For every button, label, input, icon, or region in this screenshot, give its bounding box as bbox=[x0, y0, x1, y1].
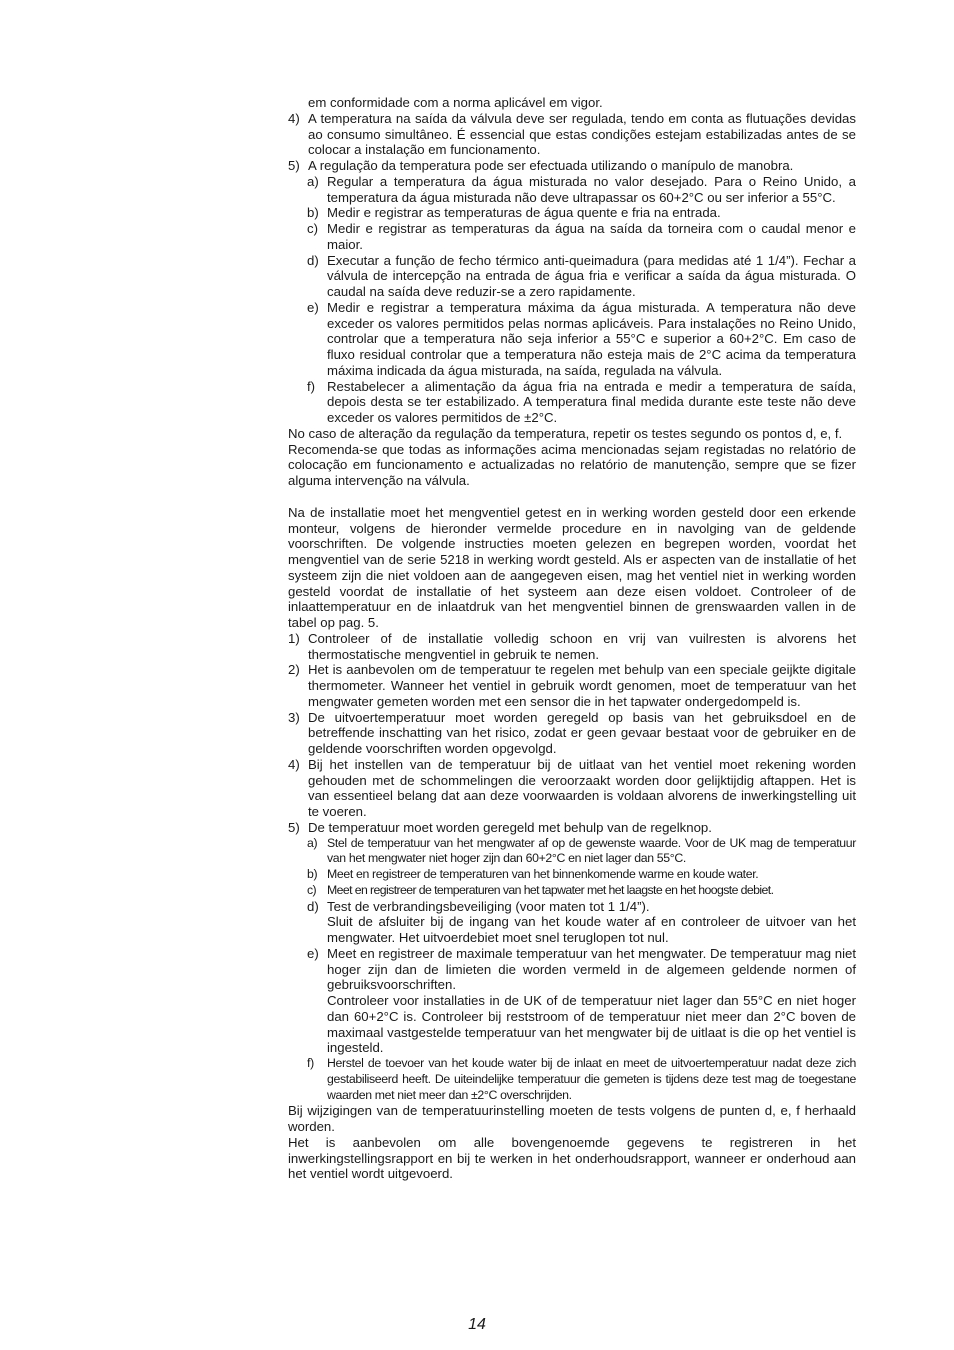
nl-step-5-number: 5) bbox=[288, 819, 300, 835]
nl-substep-d-text-continued: Sluit de afsluiter bij de ingang van het koude water af en controleer de uitvoer van het mengwater. Het uitvoerdebiet moet snel teruglopen tot nul. bbox=[327, 914, 856, 945]
pt-substep-f bbox=[288, 379, 856, 426]
pt-substep-a-letter: a) bbox=[307, 173, 319, 189]
nl-substep-b bbox=[288, 867, 856, 883]
nl-substep-c-text: Meet en registreer de temperaturen van het tapwater met het laagste en het hoogste debiet. bbox=[327, 882, 774, 897]
nl-substep-c bbox=[288, 883, 856, 899]
pt-intro-continuation: em conformidade com a norma aplicável em vigor. bbox=[308, 95, 603, 110]
pt-paragraph-retest: No caso de alteração da regulação da temperatura, repetir os testes segundo os pontos d, e, f. bbox=[288, 425, 843, 441]
pt-substep-b-letter: b) bbox=[307, 205, 319, 221]
nl-substep-f bbox=[288, 1056, 856, 1103]
pt-substep-c-text: Medir e registrar as temperaturas da água na saída da torneira com o caudal menor e maior. bbox=[327, 221, 856, 252]
pt-substep-b-text: Medir e registrar as temperaturas de água quente e fria na entrada. bbox=[327, 205, 721, 221]
nl-step-3-number: 3) bbox=[288, 709, 300, 725]
nl-substep-a bbox=[288, 836, 856, 868]
pt-substep-c bbox=[288, 221, 856, 253]
pt-substep-a-text: Regular a temperatura da água misturada no valor desejado. Para o Reino Unido, a temperatura da água misturada não deve ultrapassar os 60+2°C ou ser inferior a 55°C. bbox=[327, 173, 856, 205]
nl-substep-e bbox=[288, 946, 856, 1056]
pt-substep-c-letter: c) bbox=[307, 221, 318, 236]
page-number: 14 bbox=[468, 1316, 486, 1333]
pt-paragraph-recommendation: Recomenda-se que todas as informações acima mencionadas sejam registadas no relatório de colocação em funcionamento e actualizadas no relatório de manutenção, sempre que se fizer alguma intervenção na válvula. bbox=[288, 441, 856, 488]
nl-step-1 bbox=[288, 631, 856, 663]
nl-substep-e-text-continued: Controleer voor installaties in de UK of de temperatuur niet lager dan 55°C en niet hoger dan 60+2°C is. Controleer bij reststroom of de temperatuur niet meer dan 2°C boven de maximaal vastgestelde temperatuur van het mengwater bij de uitlaat is die op het ventiel is ingesteld. bbox=[327, 993, 856, 1056]
section-gap bbox=[288, 489, 856, 505]
nl-substep-b-letter: b) bbox=[307, 867, 318, 881]
nl-step-2-number: 2) bbox=[288, 662, 300, 678]
pt-substep-e-letter: e) bbox=[307, 299, 319, 315]
document-body bbox=[288, 95, 856, 1182]
nl-substep-a-text: Stel de temperatuur van het mengwater af op de gewenste waarde. Voor de UK mag de temperatuur van het mengwater niet hoger zijn dan 60+2°C en niet lager dan 55°C. bbox=[327, 835, 856, 866]
nl-substep-d bbox=[288, 899, 856, 946]
nl-step-3 bbox=[288, 710, 856, 757]
nl-paragraph-retest: Bij wijzigingen van de temperatuurinstelling moeten de tests volgens de punten d, e, f herhaald worden. bbox=[288, 1103, 856, 1134]
pt-substep-b bbox=[288, 205, 856, 221]
pt-step-5-text: A regulação da temperatura pode ser efectuada utilizando o manípulo de manobra. bbox=[308, 158, 794, 173]
nl-step-4-number: 4) bbox=[288, 756, 300, 772]
nl-substep-e-text: Meet en registreer de maximale temperatuur van het mengwater. De temperatuur mag niet hoger zijn dan de limieten die worden vermeld in de algemeen geldende normen of gebruiksvoorschriften. bbox=[327, 945, 856, 993]
nl-step-2-text: Het is aanbevolen om de temperatuur te regelen met behulp van een speciale geijkte digitale thermometer. Wanneer het ventiel in gebruik wordt genomen, moet de temperatuur van het mengwater gemeten worden met een sensor die in het tapwater ondergedompeld is. bbox=[308, 662, 856, 709]
nl-substep-f-text: Herstel de toevoer van het koude water bij de inlaat en meet de uitvoertemperatuur nadat deze zich gestabiliseerd heeft. De uiteindelijke temperatuur die gemeten is tijdens deze test mag de toegestane waarden met niet meer dan ±2°C overschrijden. bbox=[327, 1056, 856, 1102]
pt-substep-d-text: Executar a função de fecho térmico anti-queimadura (para medidas até 1 1/4”). Fechar a válvula de intercepção na entrada de água fria e verificar a saída da água misturada. O caudal na saída deve reduzir-se a zero rapidamente. bbox=[327, 252, 856, 299]
pt-step-4 bbox=[288, 111, 856, 158]
nl-step-1-text: Controleer of de installatie volledig schoon en vrij van vuilresten is alvorens het thermostatische mengventiel in gebruik te nemen. bbox=[308, 630, 856, 662]
nl-substep-c-letter: c) bbox=[307, 882, 317, 897]
pt-step-4-text: A temperatura na saída da válvula deve ser regulada, tendo em conta as flutuações devidas ao consumo simultâneo. É essencial que estas condições estejam estabilizadas antes de se colocar a instalação em funcionamento. bbox=[308, 110, 856, 158]
nl-step-4-text: Bij het instellen van de temperatuur bij de uitlaat van het ventiel moet rekening worden gehouden met de schommelingen die veroorzaakt worden door gelijktijdig aftappen. Het is van essentieel belang dat aan deze voorwaarden is voldaan alvorens de inwerkingstelling uit te voeren. bbox=[308, 756, 856, 819]
pt-substep-d-letter: d) bbox=[307, 252, 319, 268]
nl-step-2 bbox=[288, 662, 856, 709]
nl-substep-d-letter: d) bbox=[307, 898, 319, 914]
pt-substep-f-letter: f) bbox=[307, 378, 316, 394]
nl-substep-e-letter: e) bbox=[307, 945, 319, 961]
pt-step-4-number: 4) bbox=[288, 110, 300, 126]
pt-substep-e bbox=[288, 300, 856, 379]
nl-paragraph-recommendation: Het is aanbevolen om alle bovengenoemde gegevens te registreren in het inwerkingstellingsrapport en bij te werken in het onderhoudsrapport, wanneer er onderhoud aan het ventiel wordt uitgevoerd. bbox=[288, 1134, 856, 1182]
nl-substep-a-letter: a) bbox=[307, 835, 318, 850]
pt-substep-d bbox=[288, 253, 856, 300]
nl-step-1-number: 1) bbox=[288, 630, 300, 646]
nl-step-4 bbox=[288, 757, 856, 820]
pt-substep-a bbox=[288, 174, 856, 206]
pt-step-5 bbox=[288, 158, 856, 174]
nl-step-3-text: De uitvoertemperatuur moet worden geregeld op basis van het gebruiksdoel en de betreffende inschatting van het risico, zodat er geen gevaar bestaat voor de gebruiker en de geldende voorschriften worden opgevolgd. bbox=[308, 709, 856, 756]
nl-substep-b-text: Meet en registreer de temperaturen van het binnenkomende warme en koude water. bbox=[327, 867, 759, 881]
nl-step-5 bbox=[288, 820, 856, 836]
pt-substep-e-text: Medir e registrar a temperatura máxima da água misturada. A temperatura não deve exceder os valores permitidos pelas normas aplicáveis. Para instalações no Reino Unido, controlar que a temperatura não seja inferior a 55°C e superior a 60+2°C. Em caso de fluxo residual controlar que a temperatura não esteja mais de 2°C acima da temperatura máxima indicada da água misturada, na saída, regulada na válvula. bbox=[327, 299, 856, 378]
pt-substep-f-text: Restabelecer a alimentação da água fria na entrada e medir a temperatura de saída, depois desta se ter estabilizado. A temperatura final medida durante este teste não deve exceder os valores permitidos de ±2°C. bbox=[327, 378, 856, 425]
pt-step-5-number: 5) bbox=[288, 158, 300, 173]
nl-intro-paragraph: Na de installatie moet het mengventiel getest en in werking worden gesteld door een erkende monteur, volgens de hieronder vermelde procedure en in navolging van de geldende voorschriften. De volgende instructies moeten gelezen en begrepen worden, voordat het mengventiel van de serie 5218 in werking wordt gesteld. Als er aspecten van de installatie of het systeem zijn die niet voldoen aan de aangegeven eisen, mag het ventiel niet in werking worden gesteld voordat de installatie of het systeem aan deze eisen voldoet. Controleer of de inlaattemperatuur en de inlaatdruk van het mengventiel binnen de grenswaarden vallen in de tabel op pag. 5. bbox=[288, 504, 856, 630]
nl-substep-f-letter: f) bbox=[307, 1056, 314, 1070]
nl-substep-d-text: Test de verbrandingsbeveiliging (voor maten tot 1 1/4”). bbox=[327, 898, 650, 914]
nl-step-5-text: De temperatuur moet worden geregeld met behulp van de regelknop. bbox=[308, 819, 712, 835]
